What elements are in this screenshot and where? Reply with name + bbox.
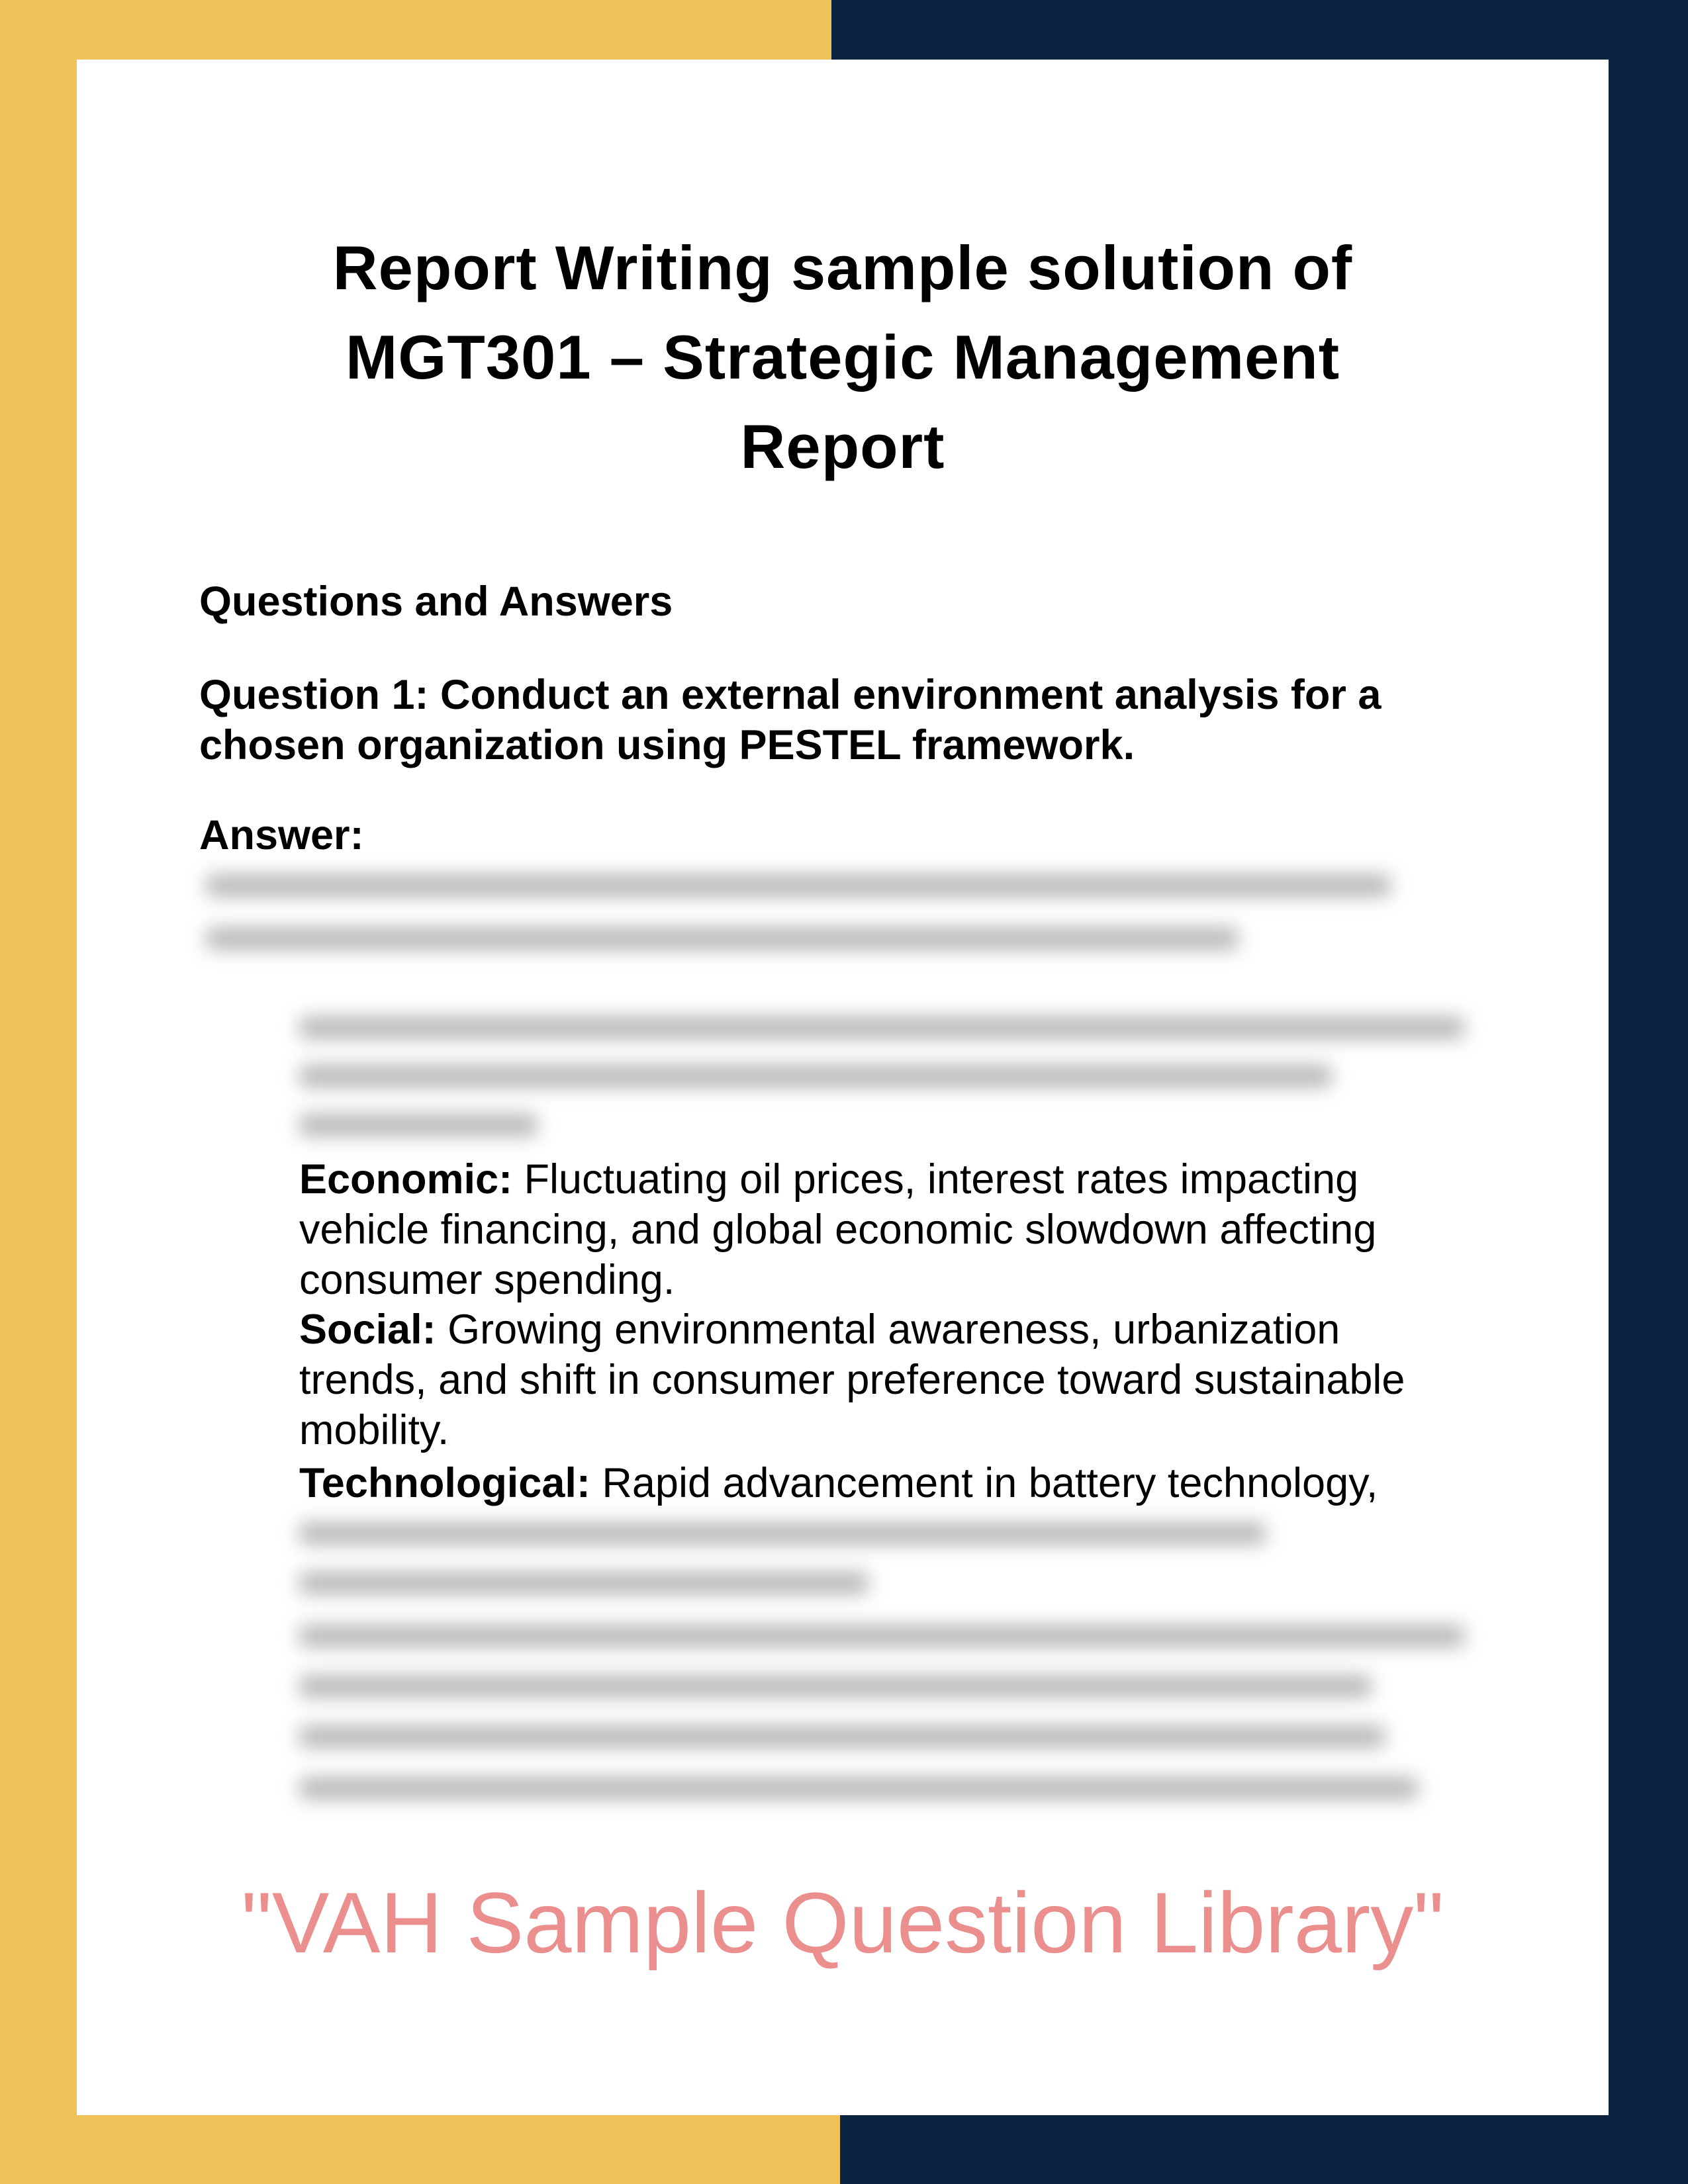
blurred-text xyxy=(299,1572,868,1594)
watermark: "VAH Sample Question Library" xyxy=(241,1874,1444,1971)
answer-label: Answer: xyxy=(199,812,364,858)
blurred-text xyxy=(299,1675,1372,1698)
title-line: Report Writing sample solution of xyxy=(332,233,1353,302)
blurred-text xyxy=(299,1522,1266,1545)
blurred-text xyxy=(299,1017,1464,1039)
blurred-text xyxy=(299,1725,1385,1748)
pestel-economic xyxy=(299,1154,1376,1305)
text-line: Fluctuating oil prices, interest rates impacting xyxy=(512,1156,1359,1203)
text-line: consumer spending. xyxy=(299,1257,675,1303)
text-line: vehicle financing, and global economic slowdown affecting xyxy=(299,1206,1377,1253)
document-title xyxy=(77,223,1609,491)
blurred-text xyxy=(206,927,1239,950)
background-navy-right xyxy=(1602,0,1688,2184)
question-line: chosen organization using PESTEL framework. xyxy=(199,722,1135,768)
text-line: mobility. xyxy=(299,1407,449,1453)
section-heading: Questions and Answers xyxy=(199,578,673,625)
technological-label: Technological: xyxy=(299,1460,590,1506)
pestel-social xyxy=(299,1304,1405,1455)
title-line: MGT301 – Strategic Management xyxy=(345,322,1340,392)
blurred-text xyxy=(206,874,1391,897)
blurred-text xyxy=(299,1114,538,1136)
question-line: Question 1: Conduct an external environment analysis for a xyxy=(199,672,1382,718)
blurred-text xyxy=(299,1777,1418,1799)
social-label: Social: xyxy=(299,1306,436,1353)
text-line: Rapid advancement in battery technology, xyxy=(590,1460,1378,1506)
text-line: Growing environmental awareness, urbanization xyxy=(436,1306,1340,1353)
blurred-text xyxy=(299,1065,1332,1087)
blurred-text xyxy=(299,1625,1464,1647)
economic-label: Economic: xyxy=(299,1156,513,1203)
text-line: trends, and shift in consumer preference toward sustainable xyxy=(299,1357,1405,1403)
pestel-technological xyxy=(299,1458,1378,1508)
title-line: Report xyxy=(740,412,945,481)
